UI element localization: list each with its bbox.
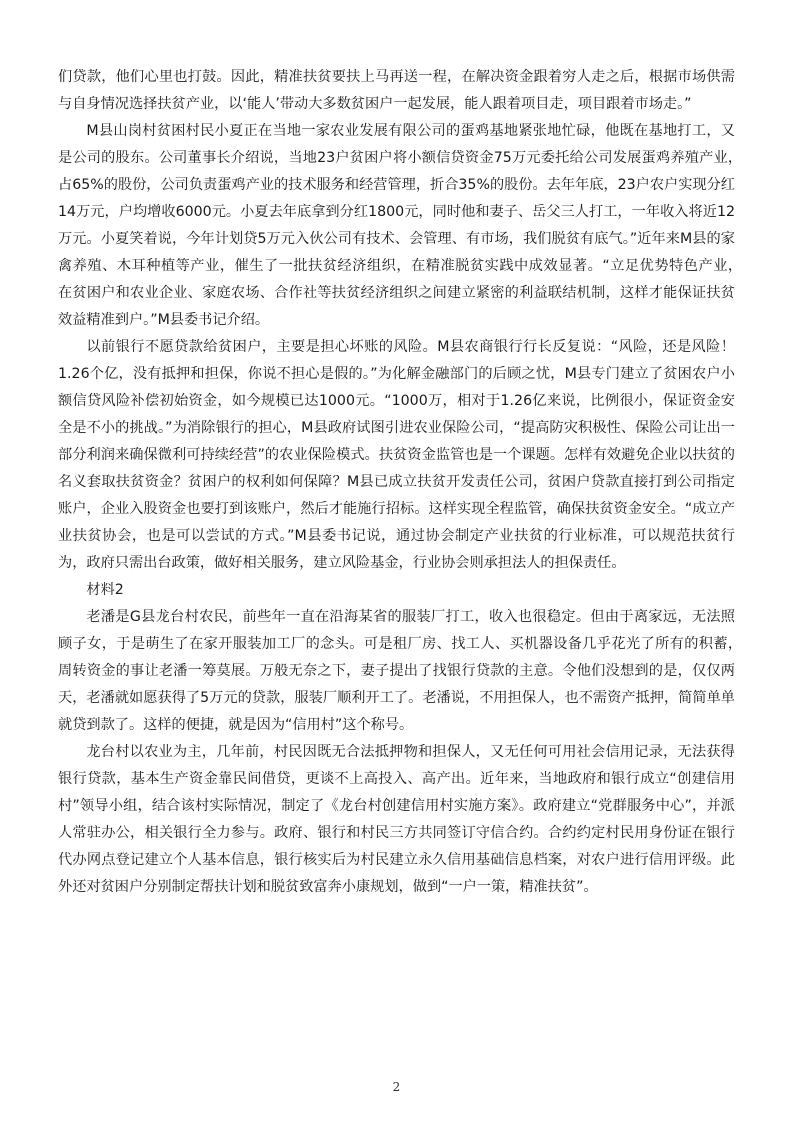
paragraph-shangang-village: M县山岗村贫困村民小夏正在当地一家农业发展有限公司的蛋鸡基地紧张地忙碌，他既在基地打工，又是公司的股东。公司董事长介绍说，当地23户贫困户将小额信贷资金75万元委托给公司发展蛋鸡养殖产业， 占65%的股份，公司负责蛋鸡产业的技术服务和经营管理，折合35%的股份。去年年底，23户农户实现分红14万元，户均增收6000元。小夏去年底拿到分红1800元，同时他和妻子、岳父三人打工，一年收入将近12万元。小夏笑着说，今年计划贷5万元入伙公司有技术、会管理、有市场，我们脱贫有底气。”近年来M县的家禽养殖、木耳种植等产业，催生了一批扶贫经济组织，在精准脱贫实践中成效显著。“立足优势特色产业， 在贫困户和农业企业、家庭农场、合作社等扶贫经济组织之间建立紧密的利益联结机制，这样才能保证扶贫效益精准到户。”M县委书记介绍。	[58, 123, 750, 328]
paragraph-lao-pan: 老潘是G县龙台村农民，前些年一直在沿海某省的服装厂打工，收入也很稳定。但由于离家远，无法照顾子女，于是萌生了在家开服装加工厂的念头。可是租厂房、找工人、买机器设备几乎花光了所有的积蓄， 周转资金的事让老潘一筹莫展。万般无奈之下，妻子提出了找银行贷款的主意。令他们没想到的是，仅仅两天，老潘就如愿获得了5万元的贷款，服装厂顺利开工了。老潘说，不用担保人，也不需资产抵押，简简单单就贷到款了。这样的便捷，就是因为“信用村”这个称号。	[58, 609, 750, 733]
section-heading-material-2: 材料2	[86, 582, 124, 598]
paragraph-continuation: 们贷款，他们心里也打鼓。因此，精准扶贫要扶上马再送一程，在解决资金跟着穷人走之后，根据市场供需与自身情况选择扶贫产业，以‘能人’带动大多数贫困户一起发展，能人跟着项目走，项目跟着市场走。”	[58, 69, 735, 112]
page-number: 2	[392, 1080, 401, 1094]
paragraph-bank-risk: 以前银行不愿贷款给贫困户，主要是担心坏账的风险。M县农商银行行长反复说：“风险，还是风险！1.26个亿，没有抵押和担保，你说不担心是假的。”为化解金融部门的后顾之忧，M县专门建立了贫困农户小额信贷风险补偿初始资金，如今规模已达1000元。“1000万，相对于1.26亿来说，比例很小，保证资金安全是不小的挑战。”为消除银行的担心，M县政府试图引进农业保险公司，“提高防灾积极性、保险公司让出一部分利润来确保微利可持续经营”的农业保险模式。扶贫资金监管也是一个课题。怎样有效避免企业以扶贫的名义套取扶贫资金？贫困户的权利如何保障？M县已成立扶贫开发责任公司，贫困户贷款直接打到公司指定账户，企业入股资金也要打到该账户，然后才能施行招标。这样实现全程监管，确保扶贫资金安全。“成立产业扶贫协会，也是可以尝试的方式。”M县委书记说，通过协会制定产业扶贫的行业标准，可以规范扶贫行为，政府只需出台政策，做好相关服务，建立风险基金，行业协会则承担法人的担保责任。	[58, 339, 735, 571]
paragraph-longtai-village: 龙台村以农业为主，几年前，村民因既无合法抵押物和担保人，又无任何可用社会信用记录，无法获得银行贷款，基本生产资金靠民间借贷，更谈不上高投入、高产出。近年来，当地政府和银行成立“创建信用村”领导小组，结合该村实际情况，制定了《龙台村创建信用村实施方案》。政府建立“党群服务中心”，并派人常驻办公，相关银行全力参与。政府、银行和村民三方共同签订守信合约。合约约定村民用身份证在银行代办网点登记建立个人基本信息，银行核实后为村民建立永久信用基础信息档案，对农户进行信用评级。此外还对贫困户分别制定帮扶计划和脱贫致富奔小康规划，做到“一户一策，精准扶贫”。	[58, 744, 735, 895]
